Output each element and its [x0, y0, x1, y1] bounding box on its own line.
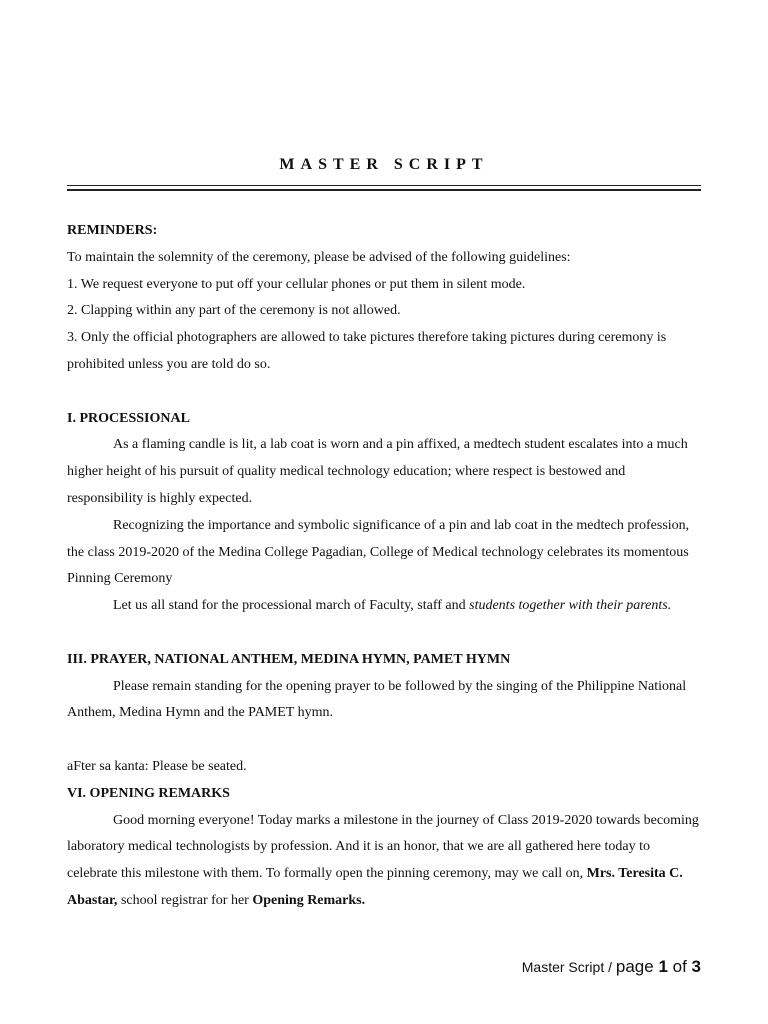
- after-song-note: aFter sa kanta: Please be seated.: [67, 758, 247, 774]
- registrar-name: Mrs. Teresita C. Abastar,: [67, 866, 683, 908]
- prayer-heading: III. PRAYER, NATIONAL ANTHEM, MEDINA HYMN, PAMET HYMN: [67, 651, 511, 667]
- opening-paragraph: [67, 808, 703, 915]
- section-gap: [67, 620, 703, 647]
- reminder-item: 2. Clapping within any part of the ceremony is not allowed.: [67, 303, 401, 319]
- title-rule-thin: [67, 185, 701, 186]
- footer-label: Master Script /: [521, 959, 616, 975]
- document-body: [67, 218, 703, 915]
- processional-heading: I. PROCESSIONAL: [67, 410, 190, 426]
- processional-text: Let us all stand for the processional march of Faculty, staff and: [113, 598, 470, 614]
- footer-page-total: 3: [691, 957, 701, 976]
- footer-of-word: of: [667, 957, 692, 976]
- reminders-heading: REMINDERS:: [67, 223, 158, 238]
- opening-text: Good morning everyone! Today marks a milestone in the journey of Class 2019-2020 towards becoming laboratory medical technologists by profession. And it is an honor, that we are all gathered here today to celebrate this milestone with them. To formally open the pinning ceremony, may we call on,: [67, 812, 699, 882]
- prayer-paragraph: Please remain standing for the opening prayer to be followed by the singing of the Philippine National Anthem, Medina Hymn and the PAMET hymn.: [67, 678, 687, 721]
- opening-remarks-label: Opening Remarks.: [252, 892, 366, 908]
- title-rule-thick: [67, 189, 701, 191]
- footer-page-word: page: [615, 957, 659, 976]
- reminder-item: 1. We request everyone to put off your cellular phones or put them in silent mode.: [67, 276, 526, 292]
- section-gap: [67, 379, 703, 406]
- section-gap: [67, 727, 703, 754]
- page-footer: [522, 957, 701, 977]
- processional-paragraph: As a flaming candle is lit, a lab coat is worn and a pin affixed, a medtech student escalates into a much higher height of his pursuit of quality medical technology education; where respect is bestowed and responsibility is highly expected.: [67, 437, 688, 506]
- reminders-intro: To maintain the solemnity of the ceremony, please be advised of the following guidelines:: [67, 249, 571, 265]
- document-title: MASTER SCRIPT: [279, 156, 489, 173]
- processional-paragraph: Recognizing the importance and symbolic significance of a pin and lab coat in the medtech profession, the class 2019-2020 of the Medina College Pagadian, College of Medical technology celebrates its momentous Pinning Ceremony: [67, 517, 690, 587]
- opening-heading: VI. OPENING REMARKS: [67, 785, 230, 801]
- opening-text-mid: school registrar for her: [117, 892, 253, 908]
- reminder-item: 3. Only the official photographers are allowed to take pictures therefore taking pictures during ceremony is prohibited unless you are told do so.: [67, 330, 667, 372]
- processional-paragraph: [67, 593, 703, 620]
- footer-page-number: 1: [658, 957, 668, 976]
- processional-italic-text: students together with their parents.: [469, 598, 672, 614]
